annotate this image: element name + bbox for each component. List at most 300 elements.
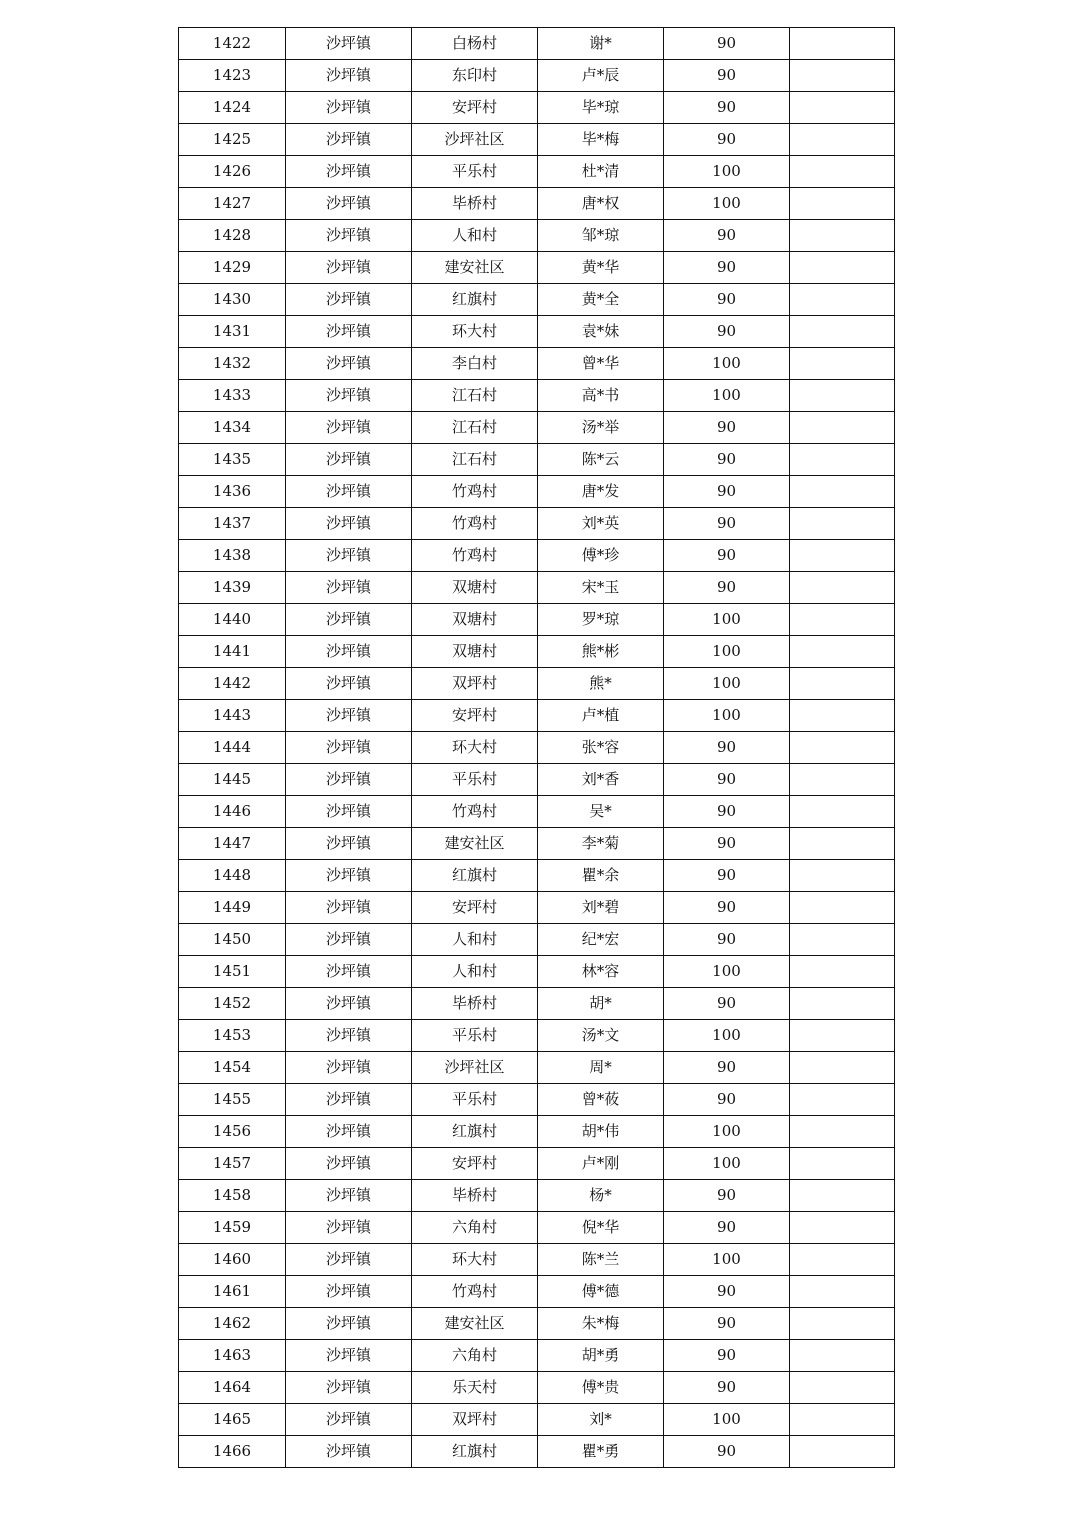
note-cell [790,1404,895,1436]
row-number-cell: 1461 [179,1276,286,1308]
amount-cell: 90 [664,220,790,252]
town-cell: 沙坪镇 [286,476,412,508]
amount-cell: 90 [664,444,790,476]
village-cell: 竹鸡村 [412,796,538,828]
village-cell: 安坪村 [412,700,538,732]
note-cell [790,1212,895,1244]
amount-cell: 90 [664,1372,790,1404]
town-cell: 沙坪镇 [286,828,412,860]
town-cell: 沙坪镇 [286,1052,412,1084]
person-name-cell: 卢*植 [538,700,664,732]
table-row [179,316,895,348]
roster-table [178,27,895,1468]
town-cell: 沙坪镇 [286,572,412,604]
table-row [179,508,895,540]
table-row [179,252,895,284]
note-cell [790,1436,895,1468]
table-row [179,1148,895,1180]
person-name-cell: 罗*琼 [538,604,664,636]
person-name-cell: 曾*华 [538,348,664,380]
village-cell: 平乐村 [412,156,538,188]
person-name-cell: 熊*彬 [538,636,664,668]
row-number-cell: 1464 [179,1372,286,1404]
note-cell [790,1340,895,1372]
note-cell [790,60,895,92]
person-name-cell: 纪*宏 [538,924,664,956]
village-cell: 江石村 [412,412,538,444]
village-cell: 安坪村 [412,92,538,124]
person-name-cell: 毕*琼 [538,92,664,124]
amount-cell: 90 [664,1084,790,1116]
village-cell: 人和村 [412,924,538,956]
row-number-cell: 1456 [179,1116,286,1148]
note-cell [790,604,895,636]
note-cell [790,316,895,348]
row-number-cell: 1457 [179,1148,286,1180]
person-name-cell: 熊* [538,668,664,700]
roster-table-body [179,28,895,1468]
person-name-cell: 唐*发 [538,476,664,508]
row-number-cell: 1452 [179,988,286,1020]
village-cell: 双塘村 [412,636,538,668]
table-row [179,700,895,732]
town-cell: 沙坪镇 [286,188,412,220]
note-cell [790,572,895,604]
town-cell: 沙坪镇 [286,732,412,764]
table-row [179,668,895,700]
note-cell [790,732,895,764]
person-name-cell: 唐*权 [538,188,664,220]
note-cell [790,1276,895,1308]
person-name-cell: 卢*辰 [538,60,664,92]
town-cell: 沙坪镇 [286,284,412,316]
person-name-cell: 陈*兰 [538,1244,664,1276]
row-number-cell: 1459 [179,1212,286,1244]
village-cell: 红旗村 [412,860,538,892]
note-cell [790,1020,895,1052]
town-cell: 沙坪镇 [286,348,412,380]
note-cell [790,348,895,380]
amount-cell: 100 [664,1244,790,1276]
note-cell [790,252,895,284]
person-name-cell: 汤*举 [538,412,664,444]
village-cell: 建安社区 [412,828,538,860]
row-number-cell: 1428 [179,220,286,252]
town-cell: 沙坪镇 [286,1020,412,1052]
note-cell [790,92,895,124]
note-cell [790,28,895,60]
amount-cell: 90 [664,1436,790,1468]
village-cell: 平乐村 [412,764,538,796]
row-number-cell: 1440 [179,604,286,636]
person-name-cell: 朱*梅 [538,1308,664,1340]
table-row [179,220,895,252]
table-row [179,156,895,188]
village-cell: 建安社区 [412,1308,538,1340]
person-name-cell: 周* [538,1052,664,1084]
table-row [179,764,895,796]
note-cell [790,860,895,892]
amount-cell: 90 [664,1052,790,1084]
amount-cell: 90 [664,828,790,860]
town-cell: 沙坪镇 [286,60,412,92]
table-row [179,1244,895,1276]
table-row [179,1404,895,1436]
person-name-cell: 傅*珍 [538,540,664,572]
person-name-cell: 黄*华 [538,252,664,284]
row-number-cell: 1443 [179,700,286,732]
village-cell: 六角村 [412,1212,538,1244]
table-row [179,860,895,892]
town-cell: 沙坪镇 [286,124,412,156]
village-cell: 人和村 [412,220,538,252]
note-cell [790,636,895,668]
note-cell [790,156,895,188]
row-number-cell: 1436 [179,476,286,508]
table-row [179,380,895,412]
town-cell: 沙坪镇 [286,668,412,700]
town-cell: 沙坪镇 [286,988,412,1020]
person-name-cell: 胡*勇 [538,1340,664,1372]
row-number-cell: 1451 [179,956,286,988]
person-name-cell: 刘* [538,1404,664,1436]
town-cell: 沙坪镇 [286,380,412,412]
village-cell: 六角村 [412,1340,538,1372]
note-cell [790,220,895,252]
amount-cell: 90 [664,252,790,284]
amount-cell: 90 [664,28,790,60]
table-row [179,412,895,444]
village-cell: 安坪村 [412,1148,538,1180]
table-row [179,604,895,636]
row-number-cell: 1454 [179,1052,286,1084]
village-cell: 江石村 [412,380,538,412]
person-name-cell: 袁*妹 [538,316,664,348]
village-cell: 竹鸡村 [412,508,538,540]
table-row [179,92,895,124]
row-number-cell: 1425 [179,124,286,156]
amount-cell: 90 [664,988,790,1020]
row-number-cell: 1429 [179,252,286,284]
person-name-cell: 倪*华 [538,1212,664,1244]
table-row [179,956,895,988]
village-cell: 双塘村 [412,572,538,604]
table-row [179,828,895,860]
table-row [179,60,895,92]
village-cell: 平乐村 [412,1084,538,1116]
village-cell: 环大村 [412,316,538,348]
note-cell [790,1116,895,1148]
village-cell: 竹鸡村 [412,540,538,572]
row-number-cell: 1460 [179,1244,286,1276]
row-number-cell: 1450 [179,924,286,956]
table-row [179,476,895,508]
table-row [179,1052,895,1084]
row-number-cell: 1442 [179,668,286,700]
town-cell: 沙坪镇 [286,252,412,284]
town-cell: 沙坪镇 [286,316,412,348]
note-cell [790,828,895,860]
row-number-cell: 1455 [179,1084,286,1116]
amount-cell: 90 [664,508,790,540]
village-cell: 建安社区 [412,252,538,284]
person-name-cell: 毕*梅 [538,124,664,156]
amount-cell: 90 [664,1308,790,1340]
village-cell: 毕桥村 [412,988,538,1020]
town-cell: 沙坪镇 [286,444,412,476]
amount-cell: 90 [664,732,790,764]
person-name-cell: 曾*莜 [538,1084,664,1116]
town-cell: 沙坪镇 [286,924,412,956]
row-number-cell: 1437 [179,508,286,540]
row-number-cell: 1462 [179,1308,286,1340]
village-cell: 安坪村 [412,892,538,924]
person-name-cell: 林*容 [538,956,664,988]
amount-cell: 90 [664,476,790,508]
table-row [179,1116,895,1148]
village-cell: 毕桥村 [412,188,538,220]
note-cell [790,764,895,796]
town-cell: 沙坪镇 [286,956,412,988]
row-number-cell: 1441 [179,636,286,668]
town-cell: 沙坪镇 [286,1372,412,1404]
row-number-cell: 1422 [179,28,286,60]
amount-cell: 90 [664,92,790,124]
town-cell: 沙坪镇 [286,1116,412,1148]
row-number-cell: 1427 [179,188,286,220]
person-name-cell: 卢*刚 [538,1148,664,1180]
table-row [179,1372,895,1404]
village-cell: 毕桥村 [412,1180,538,1212]
amount-cell: 90 [664,1212,790,1244]
note-cell [790,892,895,924]
town-cell: 沙坪镇 [286,1212,412,1244]
note-cell [790,1084,895,1116]
village-cell: 李白村 [412,348,538,380]
village-cell: 乐天村 [412,1372,538,1404]
row-number-cell: 1448 [179,860,286,892]
person-name-cell: 黄*全 [538,284,664,316]
table-row [179,124,895,156]
village-cell: 平乐村 [412,1020,538,1052]
row-number-cell: 1426 [179,156,286,188]
town-cell: 沙坪镇 [286,1244,412,1276]
row-number-cell: 1434 [179,412,286,444]
person-name-cell: 李*菊 [538,828,664,860]
note-cell [790,540,895,572]
amount-cell: 100 [664,636,790,668]
amount-cell: 100 [664,668,790,700]
village-cell: 竹鸡村 [412,476,538,508]
village-cell: 人和村 [412,956,538,988]
amount-cell: 100 [664,156,790,188]
table-row [179,28,895,60]
town-cell: 沙坪镇 [286,1308,412,1340]
table-row [179,988,895,1020]
table-row [179,572,895,604]
document-page [178,27,894,1468]
row-number-cell: 1438 [179,540,286,572]
village-cell: 竹鸡村 [412,1276,538,1308]
row-number-cell: 1430 [179,284,286,316]
table-row [179,732,895,764]
row-number-cell: 1458 [179,1180,286,1212]
table-row [179,1340,895,1372]
amount-cell: 90 [664,796,790,828]
amount-cell: 90 [664,1340,790,1372]
town-cell: 沙坪镇 [286,220,412,252]
amount-cell: 90 [664,860,790,892]
row-number-cell: 1424 [179,92,286,124]
row-number-cell: 1435 [179,444,286,476]
person-name-cell: 邹*琼 [538,220,664,252]
amount-cell: 100 [664,1116,790,1148]
amount-cell: 90 [664,892,790,924]
row-number-cell: 1453 [179,1020,286,1052]
note-cell [790,796,895,828]
town-cell: 沙坪镇 [286,1276,412,1308]
town-cell: 沙坪镇 [286,700,412,732]
person-name-cell: 傅*贵 [538,1372,664,1404]
amount-cell: 100 [664,188,790,220]
person-name-cell: 宋*玉 [538,572,664,604]
row-number-cell: 1431 [179,316,286,348]
amount-cell: 100 [664,604,790,636]
amount-cell: 90 [664,124,790,156]
town-cell: 沙坪镇 [286,636,412,668]
town-cell: 沙坪镇 [286,892,412,924]
table-row [179,892,895,924]
note-cell [790,1308,895,1340]
row-number-cell: 1439 [179,572,286,604]
note-cell [790,284,895,316]
amount-cell: 90 [664,60,790,92]
table-row [179,1308,895,1340]
table-row [179,924,895,956]
table-row [179,188,895,220]
person-name-cell: 刘*碧 [538,892,664,924]
town-cell: 沙坪镇 [286,28,412,60]
village-cell: 沙坪社区 [412,1052,538,1084]
table-row [179,1276,895,1308]
note-cell [790,476,895,508]
person-name-cell: 高*书 [538,380,664,412]
village-cell: 环大村 [412,732,538,764]
amount-cell: 90 [664,1276,790,1308]
row-number-cell: 1432 [179,348,286,380]
table-row [179,1084,895,1116]
amount-cell: 100 [664,956,790,988]
amount-cell: 100 [664,1148,790,1180]
person-name-cell: 胡*伟 [538,1116,664,1148]
table-row [179,540,895,572]
amount-cell: 90 [664,1180,790,1212]
person-name-cell: 汤*文 [538,1020,664,1052]
row-number-cell: 1447 [179,828,286,860]
row-number-cell: 1446 [179,796,286,828]
town-cell: 沙坪镇 [286,1084,412,1116]
table-row [179,348,895,380]
row-number-cell: 1463 [179,1340,286,1372]
village-cell: 红旗村 [412,1436,538,1468]
note-cell [790,444,895,476]
person-name-cell: 瞿*勇 [538,1436,664,1468]
village-cell: 红旗村 [412,1116,538,1148]
person-name-cell: 吴* [538,796,664,828]
village-cell: 沙坪社区 [412,124,538,156]
town-cell: 沙坪镇 [286,1180,412,1212]
row-number-cell: 1445 [179,764,286,796]
amount-cell: 100 [664,1020,790,1052]
person-name-cell: 瞿*余 [538,860,664,892]
town-cell: 沙坪镇 [286,412,412,444]
note-cell [790,1372,895,1404]
note-cell [790,1180,895,1212]
note-cell [790,924,895,956]
person-name-cell: 陈*云 [538,444,664,476]
table-row [179,1020,895,1052]
town-cell: 沙坪镇 [286,508,412,540]
town-cell: 沙坪镇 [286,1404,412,1436]
person-name-cell: 刘*香 [538,764,664,796]
amount-cell: 90 [664,284,790,316]
village-cell: 江石村 [412,444,538,476]
person-name-cell: 杨* [538,1180,664,1212]
village-cell: 白杨村 [412,28,538,60]
town-cell: 沙坪镇 [286,604,412,636]
amount-cell: 90 [664,316,790,348]
town-cell: 沙坪镇 [286,92,412,124]
amount-cell: 90 [664,572,790,604]
note-cell [790,668,895,700]
amount-cell: 90 [664,764,790,796]
town-cell: 沙坪镇 [286,1340,412,1372]
row-number-cell: 1423 [179,60,286,92]
table-row [179,1436,895,1468]
table-row [179,444,895,476]
person-name-cell: 刘*英 [538,508,664,540]
amount-cell: 100 [664,1404,790,1436]
town-cell: 沙坪镇 [286,796,412,828]
village-cell: 东印村 [412,60,538,92]
note-cell [790,1244,895,1276]
note-cell [790,1052,895,1084]
row-number-cell: 1465 [179,1404,286,1436]
town-cell: 沙坪镇 [286,860,412,892]
row-number-cell: 1466 [179,1436,286,1468]
village-cell: 双坪村 [412,1404,538,1436]
person-name-cell: 谢* [538,28,664,60]
town-cell: 沙坪镇 [286,540,412,572]
note-cell [790,1148,895,1180]
town-cell: 沙坪镇 [286,764,412,796]
amount-cell: 90 [664,924,790,956]
amount-cell: 100 [664,348,790,380]
village-cell: 双坪村 [412,668,538,700]
table-row [179,284,895,316]
row-number-cell: 1444 [179,732,286,764]
village-cell: 环大村 [412,1244,538,1276]
amount-cell: 90 [664,540,790,572]
note-cell [790,188,895,220]
note-cell [790,700,895,732]
table-row [179,1180,895,1212]
town-cell: 沙坪镇 [286,156,412,188]
note-cell [790,988,895,1020]
note-cell [790,380,895,412]
table-row [179,636,895,668]
table-row [179,796,895,828]
